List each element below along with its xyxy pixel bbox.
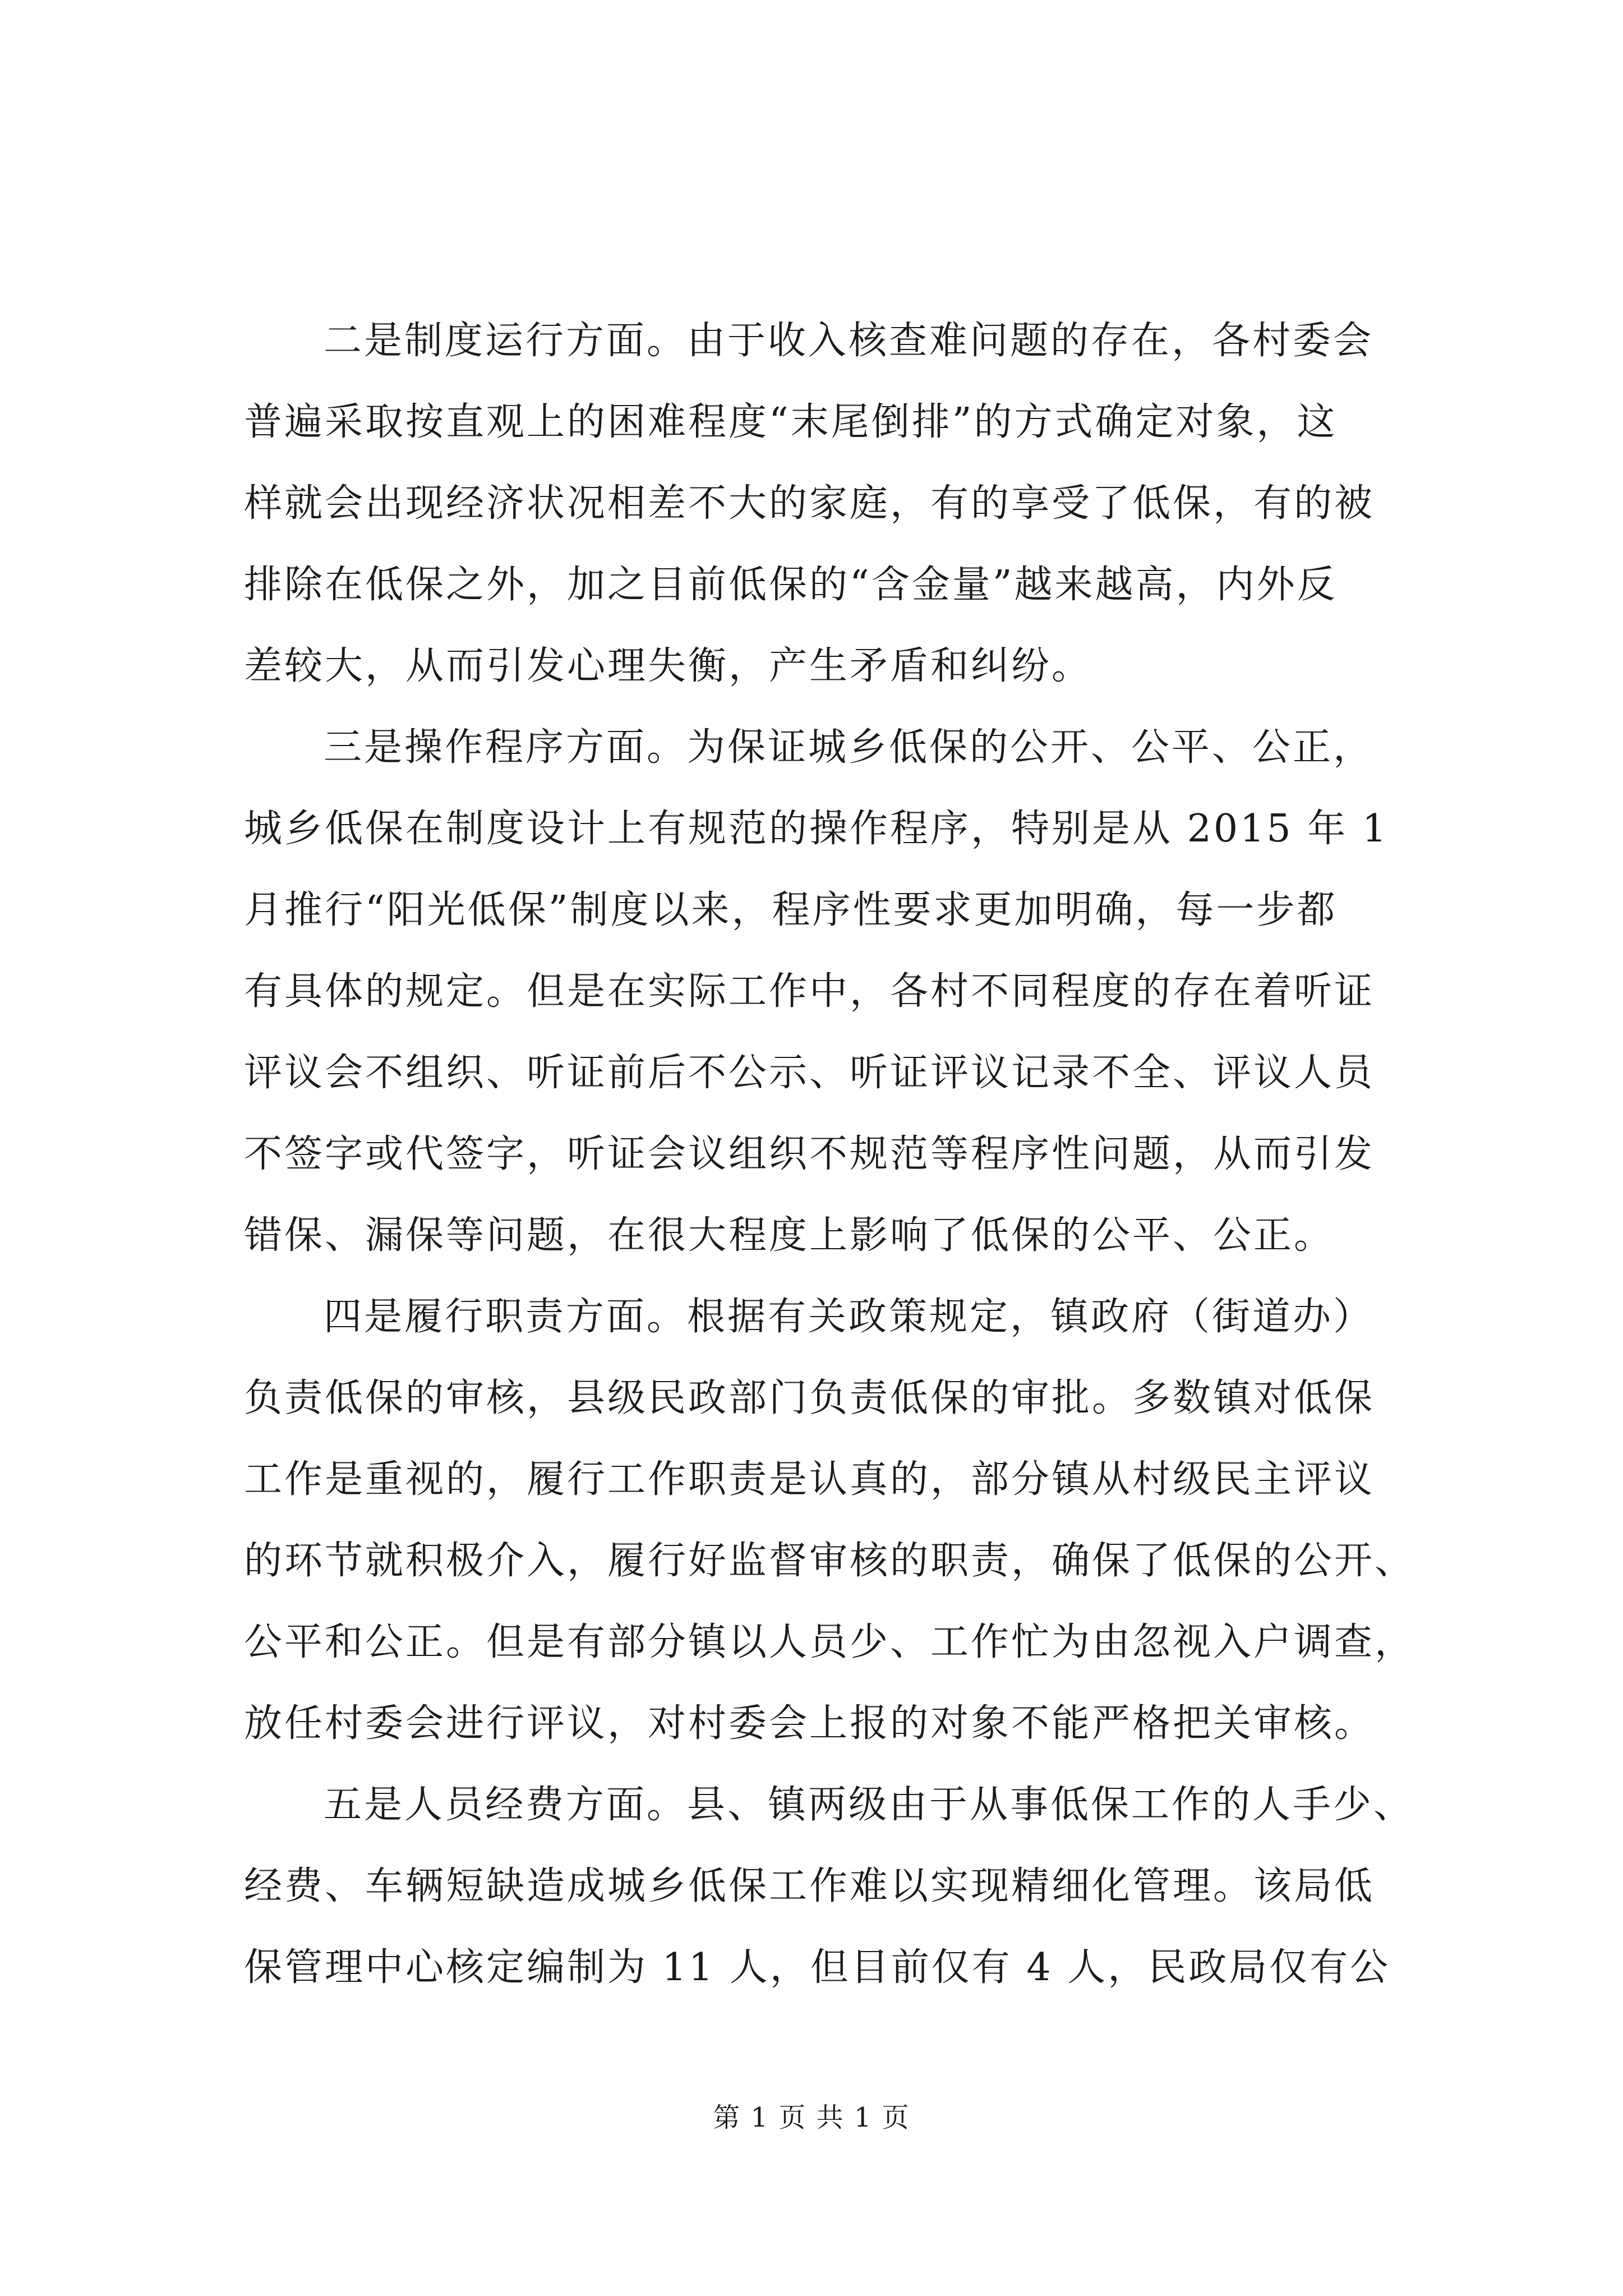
- paragraph-2-line-5: 差较大，从而引发心理失衡，产生矛盾和纠纷。: [244, 644, 1092, 688]
- paragraph-3-line-6: 不签字或代签字，听证会议组织不规范等程序性问题，从而引发: [244, 1132, 1375, 1176]
- paragraph-5-line-3: 保管理中心核定编制为 11 人，但目前仅有 4 人，民政局仅有公: [244, 1945, 1391, 1990]
- paragraph-3-line-4: 有具体的规定。但是在实际工作中，各村不同程度的存在着听证: [244, 969, 1375, 1014]
- paragraph-3-line-5: 评议会不组织、听证前后不公示、听证评议记录不全、评议人员: [244, 1051, 1375, 1095]
- paragraph-3-line-7: 错保、漏保等问题，在很大程度上影响了低保的公平、公正。: [244, 1213, 1335, 1258]
- paragraph-5-line-2: 经费、车辆短缺造成城乡低保工作难以实现精细化管理。该局低: [244, 1864, 1375, 1908]
- paragraph-4-line-2: 负责低保的审核，县级民政部门负责低保的审批。多数镇对低保: [244, 1376, 1375, 1420]
- paragraph-5-line-1: 五是人员经费方面。县、镇两级由于从事低保工作的人手少、: [324, 1783, 1414, 1827]
- paragraph-2-line-4: 排除在低保之外，加之目前低保的“含金量”越来越高，内外反: [244, 563, 1338, 607]
- paragraph-4-line-3: 工作是重视的，履行工作职责是认真的，部分镇从村级民主评议: [244, 1457, 1375, 1502]
- paragraph-3-line-2: 城乡低保在制度设计上有规范的操作程序，特别是从 2015 年 1: [244, 807, 1389, 851]
- document-body: [244, 300, 1422, 2008]
- paragraph-3-line-3: 月推行“阳光低保”制度以来，程序性要求更加明确，每一步都: [244, 888, 1338, 932]
- paragraph-2-line-3: 样就会出现经济状况相差不大的家庭，有的享受了低保，有的被: [244, 481, 1375, 526]
- paragraph-4-line-4: 的环节就积极介入，履行好监督审核的职责，确保了低保的公开、: [244, 1539, 1415, 1583]
- page-footer: 第 1 页 共 1 页: [713, 2102, 910, 2133]
- paragraph-2-line-1: 二是制度运行方面。由于收入核查难问题的存在，各村委会: [324, 319, 1374, 363]
- paragraph-4-line-6: 放任村委会进行评议，对村委会上报的对象不能严格把关审核。: [244, 1701, 1375, 1746]
- paragraph-2-line-2: 普遍采取按直观上的困难程度“末尾倒排”的方式确定对象，这: [244, 400, 1338, 444]
- paragraph-4-line-1: 四是履行职责方面。根据有关政策规定，镇政府（街道办）: [324, 1295, 1374, 1339]
- paragraph-3-line-1: 三是操作程序方面。为保证城乡低保的公开、公平、公正，: [324, 725, 1374, 770]
- paragraph-4-line-5: 公平和公正。但是有部分镇以人员少、工作忙为由忽视入户调查，: [244, 1620, 1415, 1664]
